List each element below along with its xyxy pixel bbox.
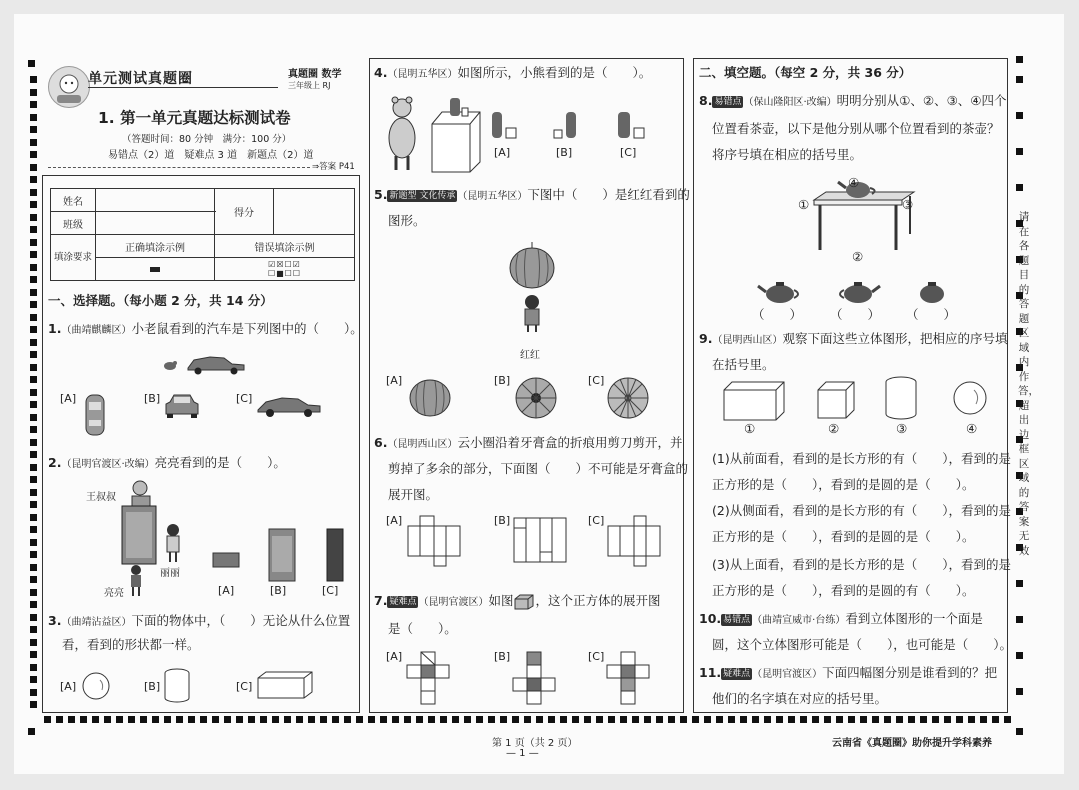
timing-mark [28, 728, 35, 735]
timing-mark [140, 716, 147, 723]
timing-mark [248, 716, 255, 723]
timing-mark [30, 439, 37, 446]
timing-mark [596, 716, 603, 723]
q8-answer-3[interactable]: （ ） [906, 307, 957, 322]
timing-mark [440, 716, 447, 723]
q2-scene-figure [118, 478, 198, 600]
timing-mark [30, 114, 37, 121]
q10-text: 10. 易错点 （曲靖宣威市·台练）看到立体图形的一个面是 [699, 611, 983, 626]
timing-mark [30, 464, 37, 471]
q9-line1b: 正方形的是（ ），看到的是圆的是（ ）。 [712, 477, 975, 492]
timing-mark [308, 716, 315, 723]
timing-mark [200, 716, 207, 723]
lantern-and-girl-figure [508, 242, 558, 334]
q7-option-c-label[interactable]: [C] [588, 650, 605, 663]
timing-mark [1016, 728, 1023, 735]
page-indicator: 第 1 页（共 2 页） [492, 738, 578, 749]
q9-line3b: 正方形的是（ ），看到的是圆的有（ ）。 [712, 583, 975, 598]
q1-option-b-label[interactable]: [B] [144, 392, 161, 405]
q11-text-2: 他们的名字填在对应的括号里。 [712, 691, 888, 706]
timing-mark [944, 716, 951, 723]
timing-mark [416, 716, 423, 723]
timing-mark [548, 716, 555, 723]
q8-text-2: 位置看茶壶，以下是他分别从哪个位置看到的茶壶？ [712, 121, 1000, 136]
q6-text: 6.（昆明西山区）云小圈沿着牙膏盒的折痕用剪刀剪开，并 [374, 435, 683, 450]
pos-4: ④ [848, 175, 860, 190]
pos-3: ③ [902, 197, 914, 212]
q3-text: 3.（曲靖沾益区）下面的物体中，（ ）无论从什么位置 [48, 613, 351, 628]
shape-label-3: ③ [896, 421, 908, 436]
timing-mark [176, 716, 183, 723]
timing-mark [30, 164, 37, 171]
timing-mark [1016, 184, 1023, 191]
q9-line2: (2)从侧面看，看到的是长方形的有（ ），看到的是 [712, 503, 1011, 518]
timing-mark [644, 716, 651, 723]
brand-label: 真题圈 数学 [288, 69, 342, 80]
timing-mark [30, 326, 37, 333]
teapot-view-c-icon [916, 278, 948, 306]
teapot-view-a-icon [758, 278, 802, 306]
timing-mark [30, 314, 37, 321]
timing-mark [896, 716, 903, 723]
timing-mark [30, 289, 37, 296]
timing-mark [800, 716, 807, 723]
timing-mark [884, 716, 891, 723]
timing-mark [128, 716, 135, 723]
timing-mark [584, 716, 591, 723]
q5-option-a-label[interactable]: [A] [386, 374, 403, 387]
class-label: 班级 [51, 212, 96, 235]
timing-mark [356, 716, 363, 723]
grade-label: 三年级上 RJ [288, 81, 331, 90]
q4-text: 4.（昆明五华区）如图所示，小熊看到的是（ ）。 [374, 65, 652, 80]
car-side-view-icon[interactable] [256, 394, 322, 418]
q2-text: 2.（昆明官渡区·改编）亮亮看到的是（ ）。 [48, 455, 286, 470]
timing-mark [28, 60, 35, 67]
q1-option-a-label[interactable]: [A] [60, 392, 77, 405]
timing-mark [1016, 56, 1023, 63]
timing-mark [30, 676, 37, 683]
q5-text: 5. 新题型 文化传承 （昆明五华区）下图中（ ）是红红看到的 [374, 187, 690, 202]
timing-mark [464, 716, 471, 723]
sphere-icon[interactable] [82, 672, 112, 702]
q5-option-c-label[interactable]: [C] [588, 374, 605, 387]
timing-mark [920, 716, 927, 723]
q3-option-c-label[interactable]: [C] [236, 680, 253, 693]
shape-label-1: ① [744, 421, 756, 436]
timing-mark [30, 139, 37, 146]
q2-option-c-shape[interactable] [326, 528, 346, 584]
timing-mark [812, 716, 819, 723]
timing-mark [704, 716, 711, 723]
timing-mark [44, 716, 51, 723]
q4-option-b-shape[interactable] [552, 108, 584, 142]
timing-mark [30, 551, 37, 558]
q9-text-2: 在括号里。 [712, 357, 775, 372]
timing-mark [1016, 148, 1023, 155]
side-instruction: 请在各题目的答题区域内作答，超出边框区域的答案无效 [1018, 211, 1039, 557]
timing-mark [30, 651, 37, 658]
timing-mark [30, 614, 37, 621]
name-field[interactable] [96, 189, 215, 212]
timing-mark [668, 716, 675, 723]
timing-mark [692, 716, 699, 723]
timing-mark [30, 489, 37, 496]
timing-mark [212, 716, 219, 723]
q8-text: 8. 易错点 （保山隆阳区·改编）明明分别从①、②、③、④四个 [699, 93, 1007, 108]
timing-mark [30, 451, 37, 458]
timing-mark [104, 716, 111, 723]
q8-text-3: 将序号填在相应的括号里。 [712, 147, 863, 162]
timing-mark [752, 716, 759, 723]
timing-mark [80, 716, 87, 723]
q6-text-2: 剪掉了多余的部分，下面图（ ）不可能是牙膏盒的 [388, 461, 689, 476]
q6-net-b[interactable] [512, 514, 570, 568]
timing-mark [296, 716, 303, 723]
q2-option-b-label[interactable]: [B] [270, 584, 287, 597]
timing-mark [1016, 76, 1023, 83]
timing-mark [956, 716, 963, 723]
timing-mark [392, 716, 399, 723]
q11-text: 11. 疑难点 （昆明官渡区）下面四幅图分别是谁看到的？把 [699, 665, 998, 680]
q5-text-2: 图形。 [388, 213, 426, 228]
timing-mark [740, 716, 747, 723]
fill-label: 填涂要求 [51, 235, 96, 281]
timing-mark [30, 389, 37, 396]
timing-mark [30, 226, 37, 233]
timing-mark [188, 716, 195, 723]
timing-mark [764, 716, 771, 723]
timing-mark [332, 716, 339, 723]
lantern-bottom-dark-icon[interactable] [514, 376, 560, 422]
mouse-and-car-icon [160, 346, 250, 376]
q7-net-c[interactable] [604, 650, 654, 706]
q7-net-a[interactable] [404, 650, 454, 706]
timing-mark [380, 716, 387, 723]
timing-mark [30, 339, 37, 346]
q6-option-b-label[interactable]: [B] [494, 514, 511, 527]
q6-text-3: 展开图。 [388, 487, 439, 502]
shape-label-4: ④ [966, 421, 978, 436]
timing-mark [30, 276, 37, 283]
q2-option-a-label[interactable]: [A] [218, 584, 235, 597]
timing-mark [1004, 716, 1011, 723]
q1-option-c-label[interactable]: [C] [236, 392, 253, 405]
timing-mark [30, 639, 37, 646]
pos-1: ① [798, 197, 810, 212]
timing-mark [836, 716, 843, 723]
wrong-example-label: 错误填涂示例 [215, 235, 355, 258]
timing-mark [30, 214, 37, 221]
timing-mark [30, 264, 37, 271]
q7-option-b-label[interactable]: [B] [494, 650, 511, 663]
section2-title: 二、填空题。（每空 2 分，共 36 分） [699, 65, 912, 80]
timing-mark [488, 716, 495, 723]
timing-mark [992, 716, 999, 723]
page-number: — 1 — [506, 748, 539, 759]
footer-slogan: 云南省《真题圈》助你提升学科素养 [832, 738, 992, 749]
point-counts: 易错点（2）道 疑难点 3 道 新题点（2）道 [108, 150, 314, 161]
q6-option-a-label[interactable]: [A] [386, 514, 403, 527]
timing-mark [30, 376, 37, 383]
timing-mark [320, 716, 327, 723]
timing-mark [30, 514, 37, 521]
timing-mark [860, 716, 867, 723]
timing-mark [30, 401, 37, 408]
timing-mark [1016, 616, 1023, 623]
timing-mark [30, 589, 37, 596]
label-wang: 王叔叔 [86, 492, 116, 503]
wrong-example: ☑☒☐☑ ☐■☐☐ [215, 258, 355, 281]
lantern-top-icon[interactable] [606, 376, 652, 422]
pos-2: ② [852, 249, 864, 264]
timing-mark [224, 716, 231, 723]
timing-mark [30, 76, 37, 83]
q10-text-2: 圆，这个立体图形可能是（ ），也可能是（ ）。 [712, 637, 1013, 652]
timing-mark [30, 539, 37, 546]
student-info-table [50, 188, 355, 281]
timing-mark [680, 716, 687, 723]
timing-mark [92, 716, 99, 723]
timing-mark [368, 716, 375, 723]
timing-mark [872, 716, 879, 723]
timing-mark [500, 716, 507, 723]
test-title: 1. 第一单元真题达标测试卷 [98, 109, 291, 127]
timing-mark [30, 701, 37, 708]
timing-mark [284, 716, 291, 723]
timing-mark [30, 626, 37, 633]
timing-mark [908, 716, 915, 723]
q3-option-a-label[interactable]: [A] [60, 680, 77, 693]
timing-mark [1016, 688, 1023, 695]
q6-net-a[interactable] [406, 514, 464, 568]
shape-cuboid-icon [722, 380, 786, 424]
timing-mark [30, 101, 37, 108]
car-top-view-icon[interactable] [84, 392, 106, 438]
timing-mark [116, 716, 123, 723]
timing-mark [30, 126, 37, 133]
timing-mark [164, 716, 171, 723]
correct-example [96, 258, 215, 281]
timing-mark [30, 189, 37, 196]
timing-mark [68, 716, 75, 723]
shape-cube-icon [816, 380, 856, 420]
timing-mark [1016, 112, 1023, 119]
class-field[interactable] [96, 212, 215, 235]
series-title: 单元测试真题圈 [88, 71, 193, 87]
timing-mark [476, 716, 483, 723]
timing-mark [30, 364, 37, 371]
timing-mark [536, 716, 543, 723]
timing-mark [716, 716, 723, 723]
label-lili: 丽丽 [160, 568, 180, 579]
timing-mark [524, 716, 531, 723]
timing-mark [632, 716, 639, 723]
timing-mark [656, 716, 663, 723]
cuboid-icon[interactable] [256, 670, 316, 702]
timing-mark [272, 716, 279, 723]
header-dashed-rule [48, 167, 310, 168]
timing-mark [1016, 652, 1023, 659]
q4-option-a-label[interactable]: [A] [494, 146, 511, 159]
q4-option-a-shape[interactable] [490, 108, 522, 142]
q9-line2b: 正方形的是（ ），看到的是圆的是（ ）。 [712, 529, 975, 544]
timing-mark [932, 716, 939, 723]
section1-title: 一、选择题。（每小题 2 分，共 14 分） [48, 293, 273, 308]
timing-mark [968, 716, 975, 723]
name-label: 姓名 [51, 189, 96, 212]
timing-mark [344, 716, 351, 723]
timing-mark [728, 716, 735, 723]
timing-mark [30, 351, 37, 358]
bear-and-box-figure [384, 94, 484, 174]
timing-mark [980, 716, 987, 723]
timing-mark [30, 426, 37, 433]
timing-mark [30, 201, 37, 208]
timing-mark [1016, 580, 1023, 587]
q8-answer-1[interactable]: （ ） [752, 307, 803, 322]
timing-mark [428, 716, 435, 723]
cube-small-icon [513, 594, 535, 610]
score-field[interactable] [274, 189, 355, 235]
timing-mark [824, 716, 831, 723]
timing-mark [30, 664, 37, 671]
timing-mark [848, 716, 855, 723]
q8-answer-2[interactable]: （ ） [830, 307, 881, 322]
timing-mark [30, 526, 37, 533]
timing-mark [30, 89, 37, 96]
timing-mark [776, 716, 783, 723]
q9-line3: (3)从上面看，看到的是长方形的是（ ），看到的是 [712, 557, 1011, 572]
q6-net-c[interactable] [606, 514, 664, 568]
header-rule [88, 87, 278, 88]
lantern-side-icon[interactable] [408, 376, 454, 422]
cylinder-icon[interactable] [164, 668, 192, 704]
q3-text-2: 看，看到的形状都一样。 [62, 637, 200, 652]
timing-mark [260, 716, 267, 723]
timing-mark [30, 564, 37, 571]
timing-mark [452, 716, 459, 723]
timing-mark [30, 414, 37, 421]
q6-option-c-label[interactable]: [C] [588, 514, 605, 527]
q4-option-c-shape[interactable] [616, 108, 648, 142]
correct-example-label: 正确填涂示例 [96, 235, 215, 258]
timing-mark [788, 716, 795, 723]
answer-ref: ⇒答案 P41 [312, 162, 355, 172]
q9-text: 9.（昆明西山区）观察下面这些立体图形，把相应的序号填 [699, 331, 1008, 346]
timing-mark [30, 176, 37, 183]
mascot-logo [48, 66, 90, 108]
shape-label-2: ② [828, 421, 840, 436]
timing-mark [560, 716, 567, 723]
q2-option-a-shape[interactable] [212, 552, 242, 570]
q4-option-b-label[interactable]: [B] [556, 146, 573, 159]
timing-mark [608, 716, 615, 723]
timing-mark [152, 716, 159, 723]
score-label: 得分 [215, 189, 274, 235]
timing-mark [404, 716, 411, 723]
timing-mark [30, 501, 37, 508]
q4-option-c-label[interactable]: [C] [620, 146, 637, 159]
q2-option-b-shape[interactable] [268, 528, 298, 584]
timing-mark [512, 716, 519, 723]
q3-option-b-label[interactable]: [B] [144, 680, 161, 693]
shape-sphere-icon [952, 380, 992, 420]
timing-mark [30, 601, 37, 608]
timing-mark [30, 251, 37, 258]
timing-mark [30, 576, 37, 583]
q7-option-a-label[interactable]: [A] [386, 650, 403, 663]
time-score: （答题时间：80 分钟 满分：100 分） [122, 134, 292, 145]
timing-mark [30, 476, 37, 483]
q7-text: 7. 疑难点 （昆明官渡区）如图 ，这个正方体的展开图 [374, 593, 661, 608]
timing-mark [56, 716, 63, 723]
q2-option-c-label[interactable]: [C] [322, 584, 339, 597]
label-honghong: 红红 [520, 350, 540, 361]
timing-mark [620, 716, 627, 723]
timing-mark [30, 689, 37, 696]
timing-mark [30, 151, 37, 158]
timing-mark [30, 239, 37, 246]
q7-net-b[interactable] [510, 650, 560, 706]
label-liangliang: 亮亮 [104, 588, 124, 599]
timing-mark [236, 716, 243, 723]
q5-option-b-label[interactable]: [B] [494, 374, 511, 387]
q7-text-2: 是（ ）。 [388, 621, 457, 636]
timing-mark [572, 716, 579, 723]
shape-cylinder-icon [884, 376, 920, 422]
car-front-view-icon[interactable] [164, 392, 200, 420]
timing-mark [30, 301, 37, 308]
q9-line1: (1)从前面看，看到的是长方形的有（ ），看到的是 [712, 451, 1011, 466]
teapot-view-b-icon [836, 278, 880, 306]
q1-text: 1.（曲靖麒麟区）小老鼠看到的汽车是下列图中的（ ）。 [48, 321, 363, 336]
